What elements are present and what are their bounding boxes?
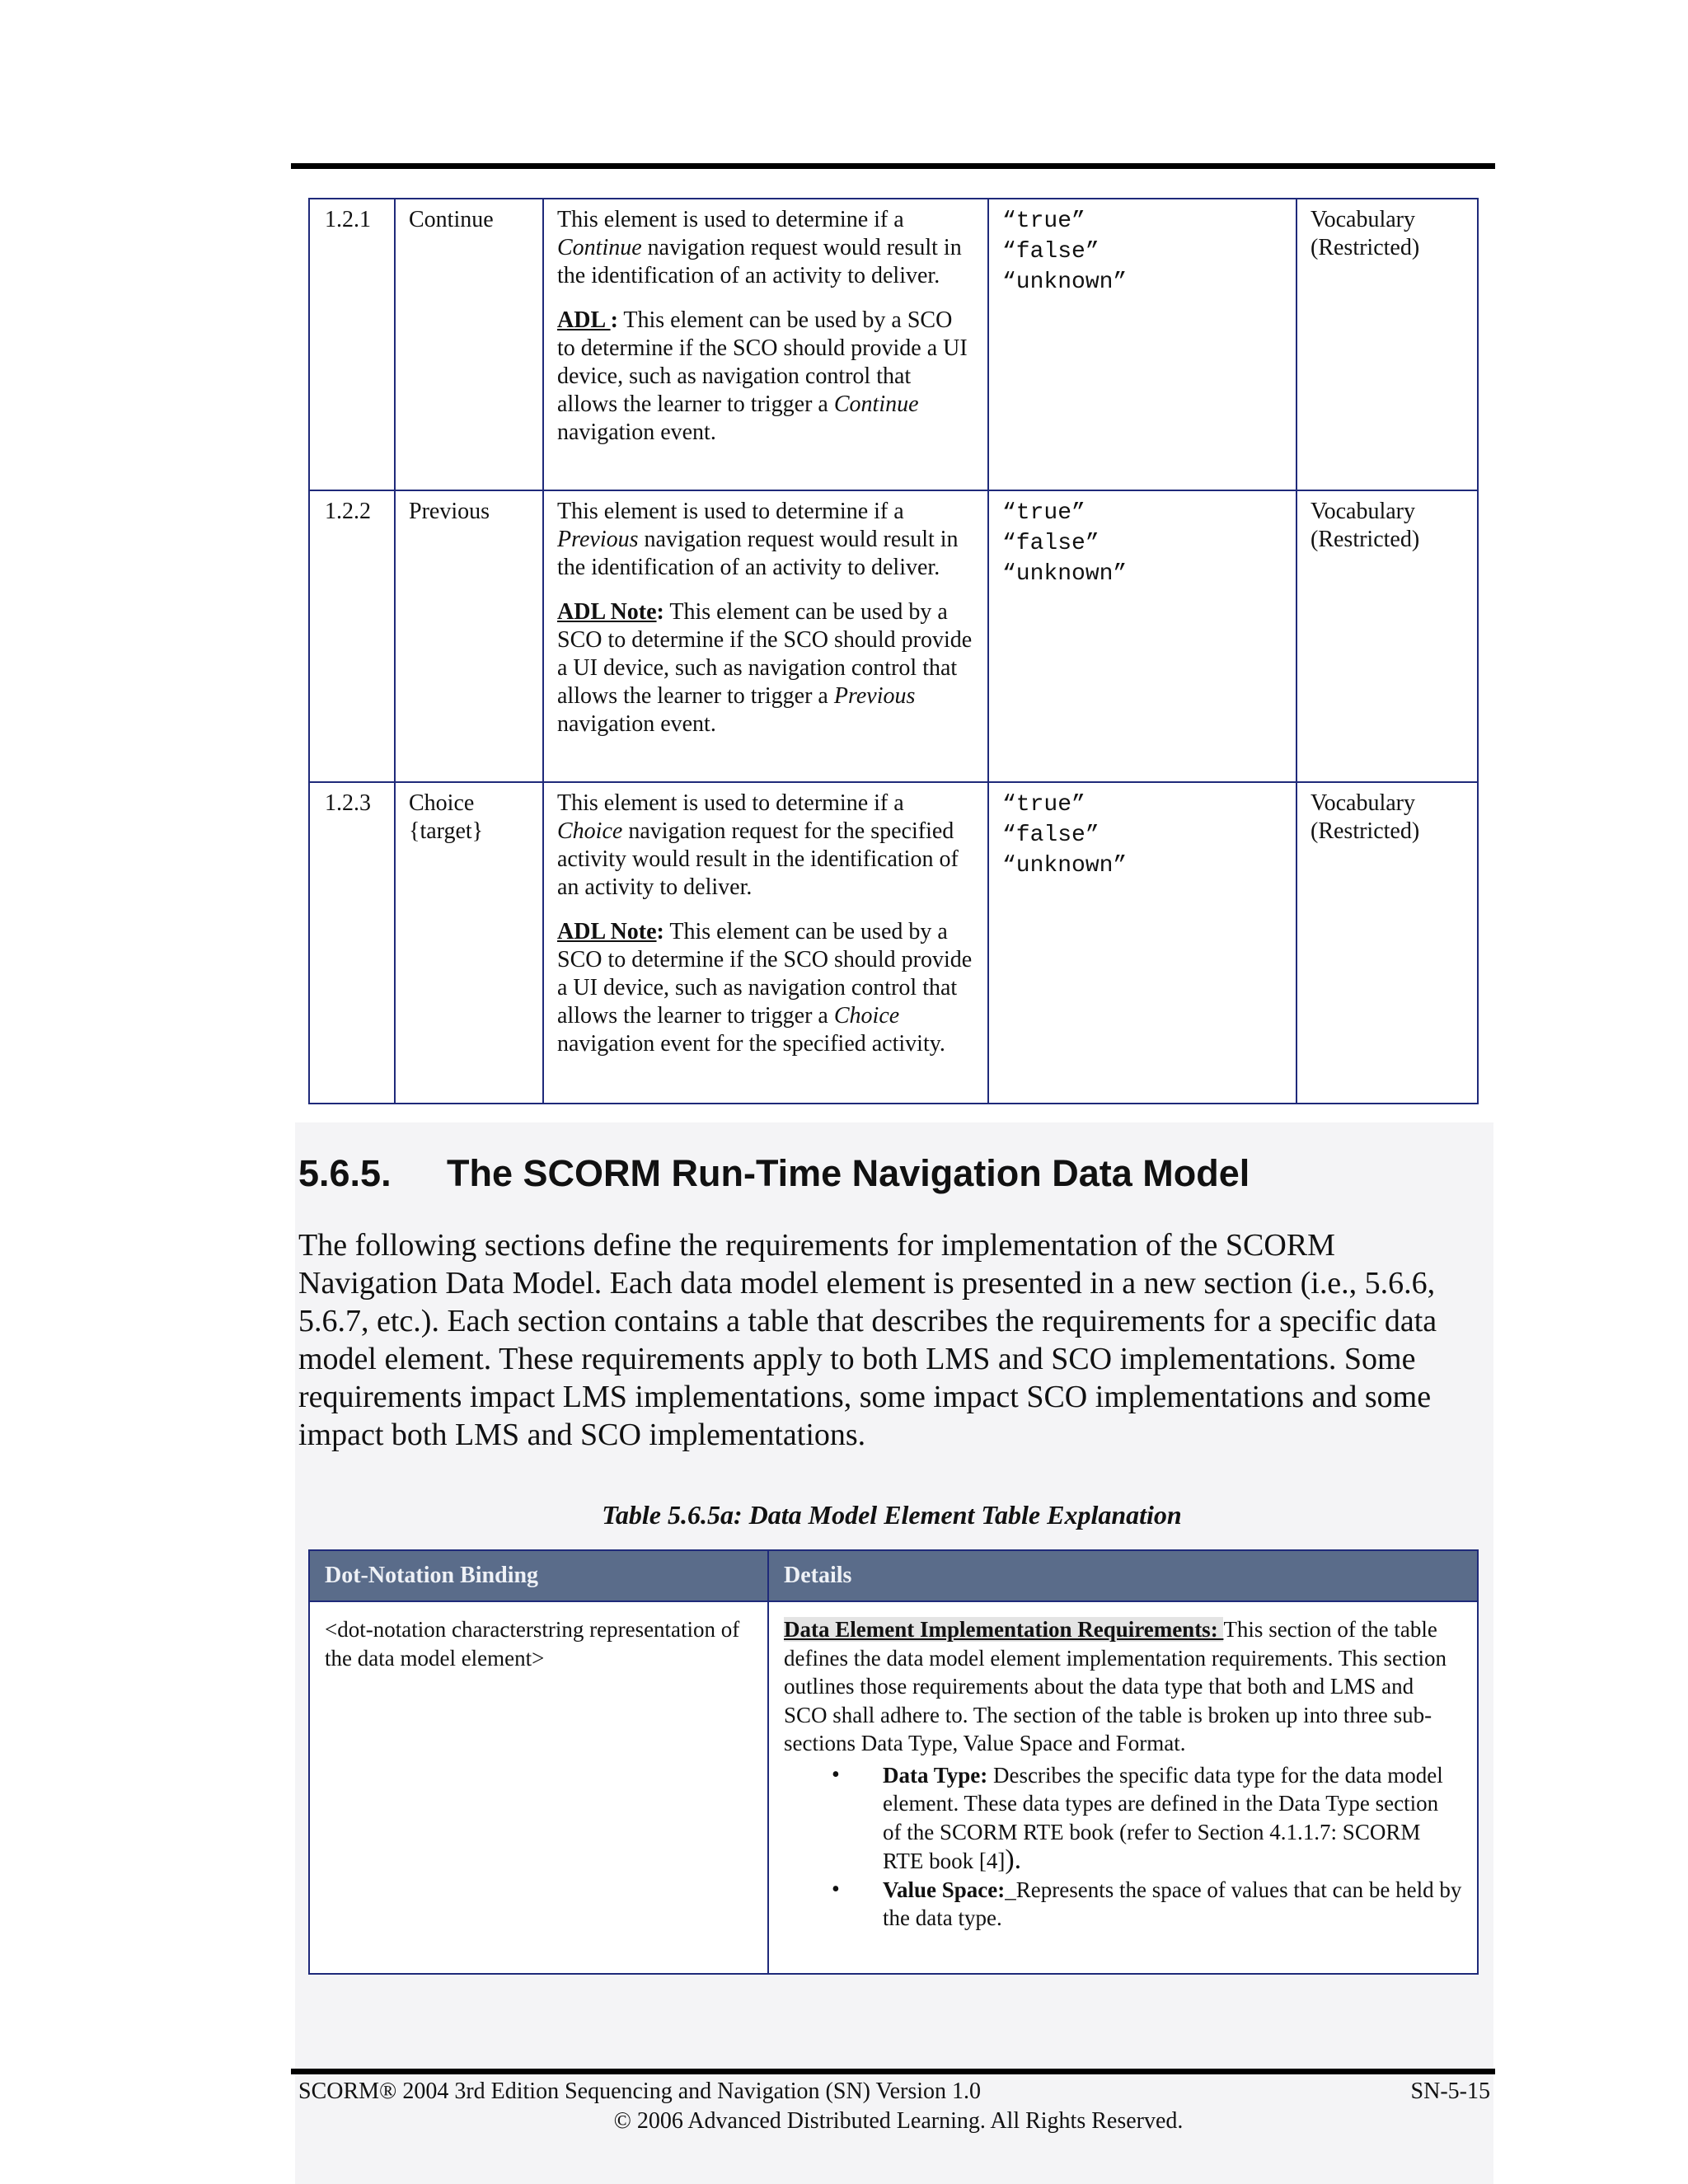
adl-note: ADL : This element can be used by a SCO to determine if the SCO should provide a UI device, such as navigation control that allows the learner to trigger a Continue navigation event.: [557, 307, 968, 445]
header-rule: [291, 163, 1495, 169]
table-caption: Table 5.6.5a: Data Model Element Table Explanation: [602, 1500, 1182, 1530]
element-description: This element is used to determine if a Continue navigation request would result in the identification of an activity to deliver. ADL : This element can be used by a SCO to determine if the SCO should provide a UI device, such as navigation control that allows the learner to trigger a Continue navigation event.: [543, 199, 988, 490]
element-number: 1.2.3: [309, 782, 395, 1104]
list-item: • Value Space:_Represents the space of values that can be held by the data type.: [832, 1876, 1462, 1930]
bullet-icon: •: [832, 1761, 840, 1788]
binding-cell: <dot-notation characterstring representation of the data model element>: [309, 1601, 768, 1974]
footer-page-number: SN-5-15: [1410, 2079, 1490, 2104]
section-title: The SCORM Run-Time Navigation Data Model: [447, 1152, 1250, 1194]
element-values: “true” “false” “unknown”: [988, 199, 1296, 490]
section-heading: [298, 1151, 1250, 1197]
table-row: [309, 199, 1478, 490]
list-item: • Data Type: Describes the specific data type for the data model element. These data types are defined in the Data Type section of the SCORM RTE book (refer to Section 4.1.1.7: SCORM RTE book [4]).: [832, 1761, 1443, 1875]
element-number: 1.2.2: [309, 490, 395, 782]
column-header: Dot-Notation Binding: [309, 1550, 768, 1601]
element-values: “true” “false” “unknown”: [988, 490, 1296, 782]
element-type: Vocabulary (Restricted): [1296, 490, 1478, 782]
element-description: This element is used to determine if a Previous navigation request would result in the identification of an activity to deliver. ADL Note: This element can be used by a SCO to determine if the SCO should provide a UI device, such as navigation control that allows the learner to trigger a Previous navigation event.: [543, 490, 988, 782]
navigation-elements-table: [308, 198, 1479, 1104]
element-number: 1.2.1: [309, 199, 395, 490]
element-description: This element is used to determine if a Choice navigation request for the specified activity would result in the identification of an activity to deliver. ADL Note: This element can be used by a SCO to determine if the SCO should provide a UI device, such as navigation control that allows the learner to trigger a Choice navigation event for the specified activity.: [543, 782, 988, 1104]
element-type: Vocabulary (Restricted): [1296, 199, 1478, 490]
element-name: Choice {target}: [395, 782, 543, 1104]
element-type: Vocabulary (Restricted): [1296, 782, 1478, 1104]
details-cell: Data Element Implementation Requirements: This section of the table defines the data model element implementation requirements. This section outlines those requirements about the data type that both and LMS and SCO shall adhere to. The section of the table is broken up into three sub-sections Data Type, Value Space and Format. • Data Type: Describes the specific data type for the data model element. These data types are defined in the Data Type section of the SCORM RTE book (refer to Section 4.1.1.7: SCORM RTE book [4]). • Value Space:_Represents the space of values that can be held by the data type.: [768, 1601, 1478, 1974]
table-header-row: [309, 1550, 1478, 1601]
adl-note: ADL Note: This element can be used by a SCO to determine if the SCO should provide a UI device, such as navigation control that allows the learner to trigger a Choice navigation event for the specified activity.: [557, 919, 973, 1057]
element-name: Previous: [395, 490, 543, 782]
adl-note: ADL Note: This element can be used by a SCO to determine if the SCO should provide a UI device, such as navigation control that allows the learner to trigger a Previous navigation event.: [557, 599, 973, 737]
table-row: [309, 490, 1478, 782]
section-paragraph: The following sections define the requirements for implementation of the SCORM Navigation Data Model. Each data model element is presented in a new section (i.e., 5.6.6, 5.6.7, etc.). Each section contains a table that describes the requirements for a specific data model element. These requirements apply to both LMS and SCO implementations. Some requirements impact LMS implementations, some impact SCO implementations and some impact both LMS and SCO implementations.: [298, 1228, 1437, 1452]
section-number: 5.6.5.: [298, 1152, 392, 1194]
table-row: [309, 1601, 1478, 1974]
element-values: “true” “false” “unknown”: [988, 782, 1296, 1104]
footer-document-title: SCORM® 2004 3rd Edition Sequencing and Navigation (SN) Version 1.0: [298, 2079, 982, 2104]
column-header: Details: [768, 1550, 1478, 1601]
details-bullet-list: [784, 1761, 1462, 1933]
footer-rule: [291, 2069, 1495, 2074]
data-model-explanation-table: [308, 1549, 1479, 1975]
element-name: Continue: [395, 199, 543, 490]
table-row: [309, 782, 1478, 1104]
bullet-icon: •: [832, 1876, 840, 1902]
details-label: Data Element Implementation Requirements:: [784, 1617, 1224, 1642]
footer-copyright: © 2006 Advanced Distributed Learning. All Rights Reserved.: [613, 2108, 1184, 2134]
